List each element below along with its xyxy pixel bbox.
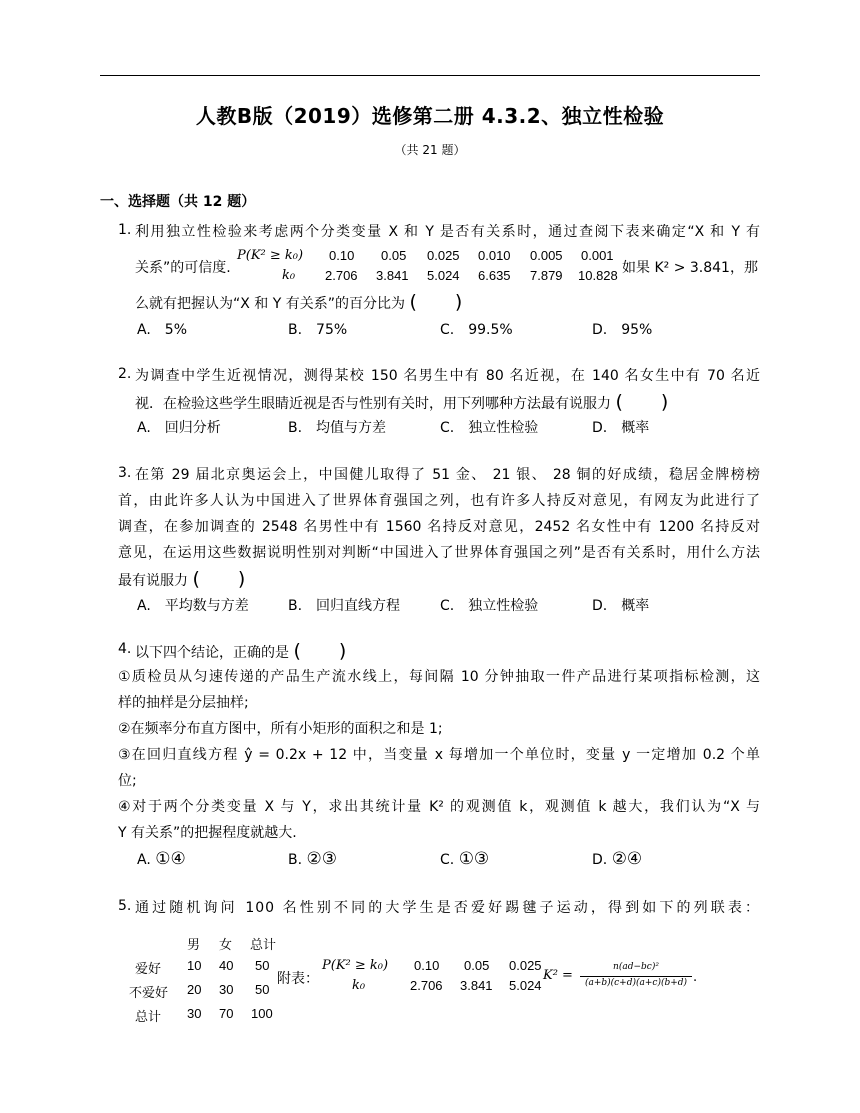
table-cell: 50 (255, 982, 270, 997)
option-d[interactable]: D. 95% (592, 322, 653, 338)
table-cell: 0.010 (478, 248, 511, 263)
table-cell: 2.706 (325, 268, 358, 283)
option-a[interactable]: A. 回归分析 (137, 420, 221, 436)
table-cell: 7.879 (530, 268, 563, 283)
table-cell: 40 (219, 958, 234, 973)
option-d[interactable]: D. 概率 (592, 598, 650, 614)
table-cell: 5.024 (427, 268, 460, 283)
question-text: 最有说服力 ( ) (118, 568, 246, 590)
row-label: 不爱好 (129, 986, 169, 1001)
table-cell: 70 (219, 1006, 234, 1021)
table-cell: 0.10 (329, 248, 355, 263)
option-c[interactable]: C. 99.5% (440, 322, 513, 338)
option-c[interactable]: C. 独立性检验 (440, 598, 539, 614)
statement-4: ④对于两个分类变量 X 与 Y，求出其统计量 K² 的观测值 k，观测值 k 越大，我们认为“X 与 (118, 799, 760, 815)
formula-period: . (693, 970, 698, 985)
question-text: 首，由此许多人认为中国进入了世界体育强国之列，也有许多人持反对意见，有网友为此进行了 (118, 493, 760, 509)
question-number: 1. (118, 222, 132, 238)
statement-1: ①质检员从匀速传递的产品生产流水线上，每间隔 10 分钟抽取一件产品进行某项指标检测，这 (118, 669, 760, 685)
option-a[interactable]: A. ①④ (137, 849, 186, 869)
table-cell: 10.828 (578, 268, 618, 283)
table-cell: 30 (187, 1006, 202, 1021)
option-d[interactable]: D. 概率 (592, 420, 650, 436)
statement-1-cont: 样的抽样是分层抽样; (118, 695, 249, 711)
question-text: 在第 29 届北京奥运会上，中国健儿取得了 51 金、 21 银、 28 铜的好成绩，稳居金牌榜榜 (135, 467, 760, 483)
question-number: 5. (118, 898, 132, 914)
question-text: 以下四个结论，正确的是 ( ) (135, 640, 347, 662)
table-row-label: P(K² ≥ k₀) (237, 248, 304, 263)
table-cell: 5.024 (509, 978, 542, 993)
option-c[interactable]: C. ①③ (440, 849, 490, 869)
question-text: 为调查中学生近视情况，测得某校 150 名男生中有 80 名近视，在 140 名女生中有 70 名近 (135, 368, 760, 384)
table-cell: 20 (187, 982, 202, 997)
table-cell: 3.841 (460, 978, 493, 993)
row-label: 爱好 (135, 962, 162, 977)
statement-4-cont: Y 有关系”的把握程度就越大. (118, 825, 297, 841)
table-cell: 50 (255, 958, 270, 973)
table-cell: 0.10 (414, 958, 440, 973)
table-cell: 0.05 (381, 248, 407, 263)
table-cell: 0.005 (530, 248, 563, 263)
table-cell: 30 (219, 982, 234, 997)
table-cell: 100 (251, 1006, 273, 1021)
statement-3: ③在回归直线方程 ŷ = 0.2x + 12 中，当变量 x 每增加一个单位时，变量 y 一定增加 0.2 个单 (118, 747, 760, 763)
table-cell: 0.025 (509, 958, 542, 973)
option-b[interactable]: B. ②③ (288, 849, 337, 869)
question-text: 如果 K² > 3.841，那 (622, 260, 758, 276)
table-cell: 10 (187, 958, 202, 973)
question-number: 3. (118, 465, 132, 481)
question-text: 通过随机询问 100 名性别不同的大学生是否爱好踢毽子运动，得到如下的列联表： (135, 900, 760, 916)
formula-numerator: n(ad−bc)² (613, 962, 659, 972)
row-label: 总计 (135, 1010, 162, 1025)
table-cell: 0.025 (427, 248, 460, 263)
statement-2: ②在频率分布直方图中，所有小矩形的面积之和是 1; (118, 721, 443, 737)
table-cell: 6.635 (478, 268, 511, 283)
question-text: 利用独立性检验来考虑两个分类变量 X 和 Y 是否有关系时，通过查阅下表来确定“X 和 Y 有 (135, 224, 760, 240)
question-count: （共 21 题） (394, 143, 466, 157)
question-text: 关系”的可信度. (135, 260, 231, 276)
question-text: 意见，在运用这些数据说明性别对判断“中国进入了世界体育强国之列”是否有关系时，用什么方法 (118, 545, 760, 561)
answer-blank: ( ) (615, 391, 669, 413)
table-row-label: k₀ (352, 978, 366, 993)
option-d[interactable]: D. ②④ (592, 849, 643, 869)
table-row-label: P(K² ≥ k₀) (322, 958, 389, 973)
option-a[interactable]: A. 平均数与方差 (137, 598, 249, 614)
appendix-label: 附表： (277, 971, 319, 987)
column-header: 男 (187, 938, 201, 953)
question-text: 视．在检验这些学生眼睛近视是否与性别有关时，用下列哪种方法最有说服力 ( ) (135, 391, 669, 413)
question-text: 调查，在参加调查的 2548 名男性中有 1560 名持反对意见，2452 名女性中有 1200 名持反对 (118, 519, 760, 535)
table-row-label: k₀ (282, 268, 296, 283)
section-heading: 一、选择题（共 12 题） (100, 194, 256, 210)
answer-blank: ( ) (293, 640, 347, 662)
formula-denominator: (a+b)(c+d)(a+c)(b+d) (584, 978, 688, 988)
column-header: 女 (219, 938, 233, 953)
formula-lhs: K² = (543, 968, 573, 983)
answer-blank: ( ) (192, 568, 246, 590)
option-a[interactable]: A. 5% (137, 322, 187, 338)
header-rule (100, 75, 760, 76)
fraction-bar (580, 976, 692, 977)
answer-blank: ( ) (409, 291, 463, 313)
table-cell: 0.001 (581, 248, 614, 263)
page-title: 人教B版（2019）选修第二册 4.3.2、独立性检验 (195, 104, 665, 128)
question-number: 2. (118, 366, 132, 382)
option-b[interactable]: B. 回归直线方程 (288, 598, 401, 614)
statement-3-cont: 位; (118, 773, 137, 789)
option-b[interactable]: B. 均值与方差 (288, 420, 387, 436)
option-b[interactable]: B. 75% (288, 322, 348, 338)
option-c[interactable]: C. 独立性检验 (440, 420, 539, 436)
table-cell: 2.706 (410, 978, 443, 993)
column-header: 总计 (250, 938, 277, 953)
table-cell: 0.05 (464, 958, 490, 973)
question-number: 4. (118, 641, 132, 657)
question-text: 么就有把握认为“X 和 Y 有关系”的百分比为 ( ) (135, 291, 463, 313)
table-cell: 3.841 (376, 268, 409, 283)
